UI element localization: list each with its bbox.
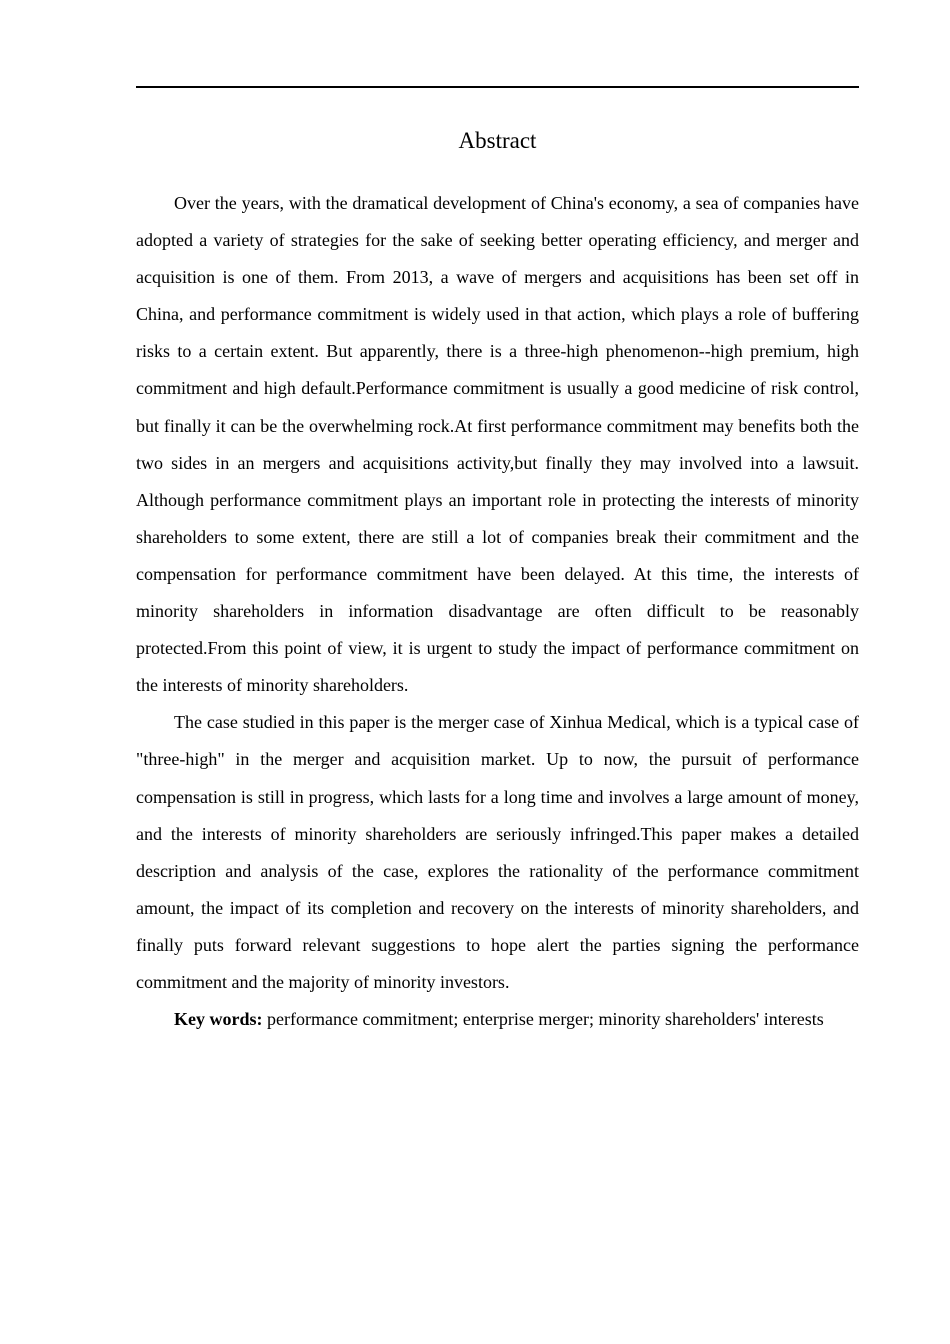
header-rule <box>136 86 859 88</box>
abstract-body <box>136 185 859 1038</box>
page-title: Abstract <box>458 128 537 153</box>
abstract-paragraph-2: The case studied in this paper is the merger case of Xinhua Medical, which is a typical case of "three-high" in the merger and acquisition market. Up to now, the pursuit of performance compensation is still in progress, which lasts for a long time and involves a large amount of money, and the interests of minority shareholders are seriously infringed.This paper makes a detailed description and analysis of the case, explores the rationality of the performance commitment amount, the impact of its completion and recovery on the interests of minority shareholders, and finally puts forward relevant suggestions to hope alert the parties signing the performance commitment and the majority of minority investors. <box>136 712 859 992</box>
keywords-line <box>136 1001 859 1038</box>
keywords-text: performance commitment; enterprise merger; minority shareholders' interests <box>267 1009 824 1030</box>
abstract-paragraph-1: Over the years, with the dramatical development of China's economy, a sea of companies have adopted a variety of strategies for the sake of seeking better operating efficiency, and merger and acquisition is one of them. From 2013, a wave of mergers and acquisitions has been set off in China, and performance commitment is widely used in that action, which plays a role of buffering risks to a certain extent. But apparently, there is a three-high phenomenon--high premium, high commitment and high default.Performance commitment is usually a good medicine of risk control, but finally it can be the overwhelming rock.At first performance commitment may benefits both the two sides in an mergers and acquisitions activity,but finally they may involved into a lawsuit. Although performance commitment plays an important role in protecting the interests of minority shareholders to some extent, there are still a lot of companies break their commitment and the compensation for performance commitment have been delayed. At this time, the interests of minority shareholders in information disadvantage are often difficult to be reasonably protected.From this point of view, it is urgent to study the impact of performance commitment on the interests of minority shareholders. <box>136 193 859 696</box>
keywords-label: Key words: <box>174 1009 263 1030</box>
